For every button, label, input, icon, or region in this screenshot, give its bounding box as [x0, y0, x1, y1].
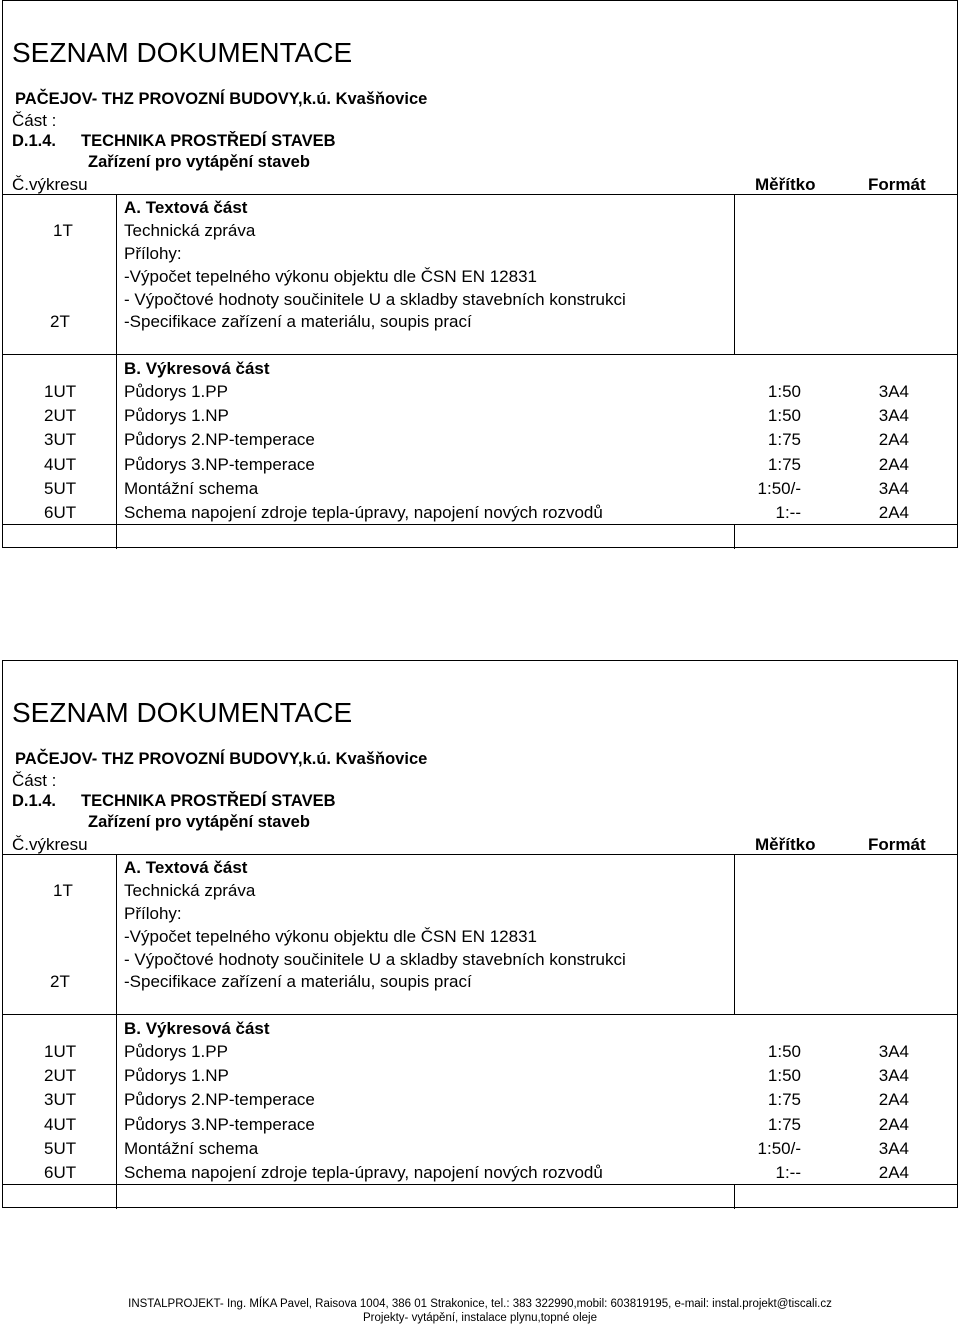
part-label: Část :: [12, 111, 57, 130]
text-row-desc: -Výpočet tepelného výkonu objektu dle ČSN EN 12831: [124, 267, 537, 286]
text-row-num: 2T: [50, 312, 70, 331]
column-header-scale: Měřítko: [755, 175, 816, 194]
text-row-desc: -Výpočet tepelného výkonu objektu dle ČSN EN 12831: [124, 927, 537, 946]
drawing-row-scale: 1:50: [767, 1042, 801, 1061]
drawing-row-format: 3A4: [878, 1042, 909, 1061]
section-a-heading: A. Textová část: [124, 858, 248, 877]
drawing-row-desc: Půdorys 1.NP: [124, 1066, 229, 1085]
drawing-row-format: 3A4: [878, 406, 909, 425]
text-row-num: 1T: [53, 881, 73, 900]
drawing-row-format: 2A4: [878, 1115, 909, 1134]
drawing-row-desc: Půdorys 1.PP: [124, 382, 228, 401]
drawing-row-scale: 1:75: [767, 1115, 801, 1134]
drawing-row-num: 6UT: [44, 1163, 77, 1182]
drawing-row-num: 6UT: [44, 503, 77, 522]
drawing-row-desc: Půdorys 2.NP-temperace: [124, 1090, 315, 1109]
part-code: D.1.4.: [12, 132, 57, 150]
text-row-desc: Technická zpráva: [124, 881, 256, 900]
drawing-row-desc: Půdorys 2.NP-temperace: [124, 430, 315, 449]
column-header-format: Formát: [868, 835, 926, 854]
drawing-row-desc: Montážní schema: [124, 479, 259, 498]
drawing-row-num: 5UT: [44, 479, 77, 498]
drawing-row-format: 3A4: [878, 382, 909, 401]
document-sheet-1: [2, 0, 958, 548]
drawing-row-num: 3UT: [44, 1090, 77, 1109]
column-header-scale: Měřítko: [755, 835, 816, 854]
part-label: Část :: [12, 771, 57, 790]
drawing-row-scale: 1:75: [767, 455, 801, 474]
drawing-row-format: 2A4: [878, 1090, 909, 1109]
drawing-row-scale: 1:75: [767, 430, 801, 449]
project-name: PAČEJOV- THZ PROVOZNÍ BUDOVY,k.ú. Kvašňovice: [15, 750, 428, 768]
drawing-row-scale: 1:50/-: [757, 1139, 801, 1158]
text-row-num: 1T: [53, 221, 73, 240]
footer-company-line: INSTALPROJEKT- Ing. MÍKA Pavel, Raisova 1004, 386 01 Strakonice, tel.: 383 322990,mobil: 603819195, e-mail: instal.projekt@tiscali.cz: [128, 1298, 832, 1310]
text-row-desc: Přílohy:: [124, 904, 182, 923]
section-a-heading: A. Textová část: [124, 198, 248, 217]
text-row-desc: Přílohy:: [124, 244, 182, 263]
part-subtitle: Zařízení pro vytápění staveb: [88, 153, 310, 171]
page-title: SEZNAM DOKUMENTACE: [12, 697, 353, 728]
drawing-row-num: 4UT: [44, 455, 77, 474]
drawing-row-format: 3A4: [878, 1139, 909, 1158]
text-row-desc: -Specifikace zařízení a materiálu, soupis prací: [124, 312, 472, 331]
drawing-row-num: 1UT: [44, 1042, 77, 1061]
drawing-row-format: 2A4: [878, 1163, 909, 1182]
drawing-row-format: 3A4: [878, 479, 909, 498]
drawing-row-scale: 1:--: [775, 1163, 801, 1182]
column-header-format: Formát: [868, 175, 926, 194]
part-name: TECHNIKA PROSTŘEDÍ STAVEB: [81, 132, 336, 150]
drawing-row-num: 2UT: [44, 406, 77, 425]
document-sheet-2: [2, 660, 958, 1208]
drawing-row-num: 4UT: [44, 1115, 77, 1134]
drawing-row-num: 2UT: [44, 1066, 77, 1085]
drawing-row-desc: Schema napojení zdroje tepla-úpravy, napojení nových rozvodů: [124, 1163, 603, 1182]
text-row-num: 2T: [50, 972, 70, 991]
drawing-row-num: 3UT: [44, 430, 77, 449]
footer-services-line: Projekty- vytápění, instalace plynu,topné oleje: [363, 1312, 597, 1324]
drawing-row-scale: 1:50: [767, 382, 801, 401]
drawing-row-scale: 1:50: [767, 1066, 801, 1085]
part-code: D.1.4.: [12, 792, 57, 810]
drawing-row-scale: 1:50: [767, 406, 801, 425]
page-title: SEZNAM DOKUMENTACE: [12, 37, 353, 68]
part-subtitle: Zařízení pro vytápění staveb: [88, 813, 310, 831]
drawing-row-format: 2A4: [878, 455, 909, 474]
drawing-row-format: 2A4: [878, 430, 909, 449]
drawing-row-desc: Půdorys 3.NP-temperace: [124, 1115, 315, 1134]
drawing-row-format: 3A4: [878, 1066, 909, 1085]
column-header-drawing: Č.výkresu: [12, 175, 88, 194]
text-row-desc: - Výpočtové hodnoty součinitele U a skladby stavebních konstrukci: [124, 290, 626, 309]
drawing-row-desc: Půdorys 1.NP: [124, 406, 229, 425]
drawing-row-scale: 1:--: [775, 503, 801, 522]
text-row-desc: - Výpočtové hodnoty součinitele U a skladby stavebních konstrukci: [124, 950, 626, 969]
drawing-row-desc: Půdorys 1.PP: [124, 1042, 228, 1061]
drawing-row-format: 2A4: [878, 503, 909, 522]
drawing-row-scale: 1:75: [767, 1090, 801, 1109]
section-b-heading: B. Výkresová část: [124, 359, 270, 378]
section-b-heading: B. Výkresová část: [124, 1019, 270, 1038]
part-name: TECHNIKA PROSTŘEDÍ STAVEB: [81, 792, 336, 810]
text-row-desc: -Specifikace zařízení a materiálu, soupis prací: [124, 972, 472, 991]
project-name: PAČEJOV- THZ PROVOZNÍ BUDOVY,k.ú. Kvašňovice: [15, 90, 428, 108]
drawing-row-num: 5UT: [44, 1139, 77, 1158]
text-row-desc: Technická zpráva: [124, 221, 256, 240]
drawing-row-scale: 1:50/-: [757, 479, 801, 498]
drawing-row-desc: Půdorys 3.NP-temperace: [124, 455, 315, 474]
drawing-row-num: 1UT: [44, 382, 77, 401]
drawing-row-desc: Schema napojení zdroje tepla-úpravy, napojení nových rozvodů: [124, 503, 603, 522]
drawing-row-desc: Montážní schema: [124, 1139, 259, 1158]
column-header-drawing: Č.výkresu: [12, 835, 88, 854]
